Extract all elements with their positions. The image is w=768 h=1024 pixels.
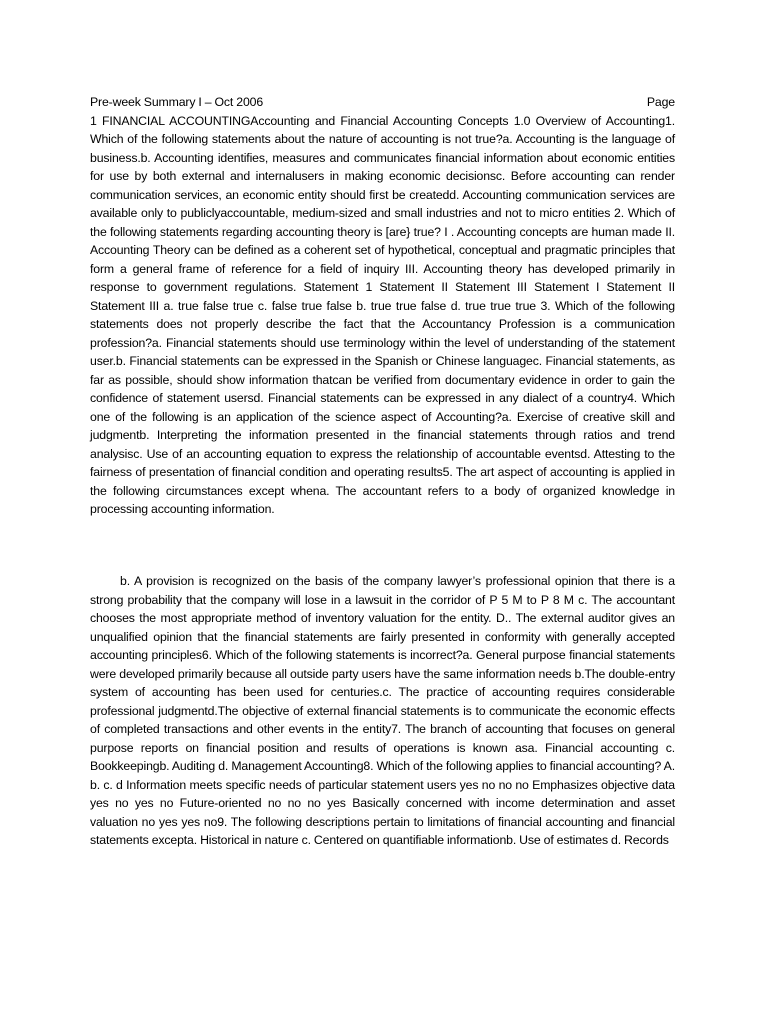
document-title: Pre-week Summary I – Oct 2006 [90,95,264,109]
paragraph-1: 1 FINANCIAL ACCOUNTINGAccounting and Financial Accounting Concepts 1.0 Overview of Accounting1. Which of the following statements about the nature of accounting is not true?a. Accounting is the language of business.b. Accounting identifies, measures and communicates financial information about economic entities for use by both external and internalusers in making economic decisionsc. Before accounting can render communication services, an economic entity should first be createdd. Accounting communication services are available only to publiclyaccountable, medium-sized and small industries and not to micro entities 2. Which of the following statements regarding accounting theory is [are} true? I . Accounting concepts are human made II. Accounting Theory can be defined as a coherent set of hypothetical, conceptual and pragmatic principles that form a general frame of reference for a field of inquiry III. Accounting theory has developed primarily in response to government regulations. Statement 1 Statement II Statement III Statement I Statement II Statement III a. true false true c. false true false b. true true false d. true true true 3. Which of the following statements does not properly describe the fact that the Accountancy Profession is a communication profession?a. Financial statements should use terminology within the level of understanding of the statement user.b. Financial statements can be expressed in the Spanish or Chinese languagec. Financial statements, as far as possible, should show information thatcan be verified from documentary evidence in order to gain the confidence of statement usersd. Financial statements can be expressed in any dialect of a country4. Which one of the following is an application of the science aspect of Accounting?a. Exercise of creative skill and judgmentb. Interpreting the information presented in the financial statements through ratios and trend analysisc. Use of an accounting equation to express the relationship of accountable eventsd. Attesting to the fairness of presentation of financial condition and operating results5. The art aspect of accounting is applied in the following circumstances except whena. The accountant refers to a body of organized knowledge in processing accounting information. [90,113,675,516]
page-label: Page [646,95,675,109]
header-line [90,93,675,112]
paragraph-2: b. A provision is recognized on the basis of the company lawyer’s professional opinion that there is a strong probability that the company will lose in a lawsuit in the corridor of P 5 M to P 8 M c. The accountant chooses the most appropriate method of inventory valuation for the entity. D.. The external auditor gives an unqualified opinion that the financial statements are fairly presented in conformity with generally accepted accounting principles6. Which of the following statements is incorrect?a. General purpose financial statements were developed primarily because all outside party users have the same information needs b.The double-entry system of accounting has been used for centuries.c. The practice of accounting requires considerable professional judgmentd.The objective of external financial statements is to communicate the economic effects of completed transactions and other events in the entity7. The branch of accounting that focuses on general purpose reports on financial position and results of operations is known asa. Financial accounting c. Bookkeepingb. Auditing d. Management Accounting8. Which of the following applies to financial accounting? A. b. c. d Information meets specific needs of particular statement users yes no no no Emphasizes objective data yes no yes no Future-oriented no no no yes Basically concerned with income determination and asset valuation no yes yes no9. The following descriptions pertain to limitations of financial accounting and financial statements excepta. Historical in nature c. Centered on quantifiable informationb. Use of estimates d. Records [90,574,675,847]
text-block-1 [90,93,675,519]
text-block-2 [90,572,675,850]
